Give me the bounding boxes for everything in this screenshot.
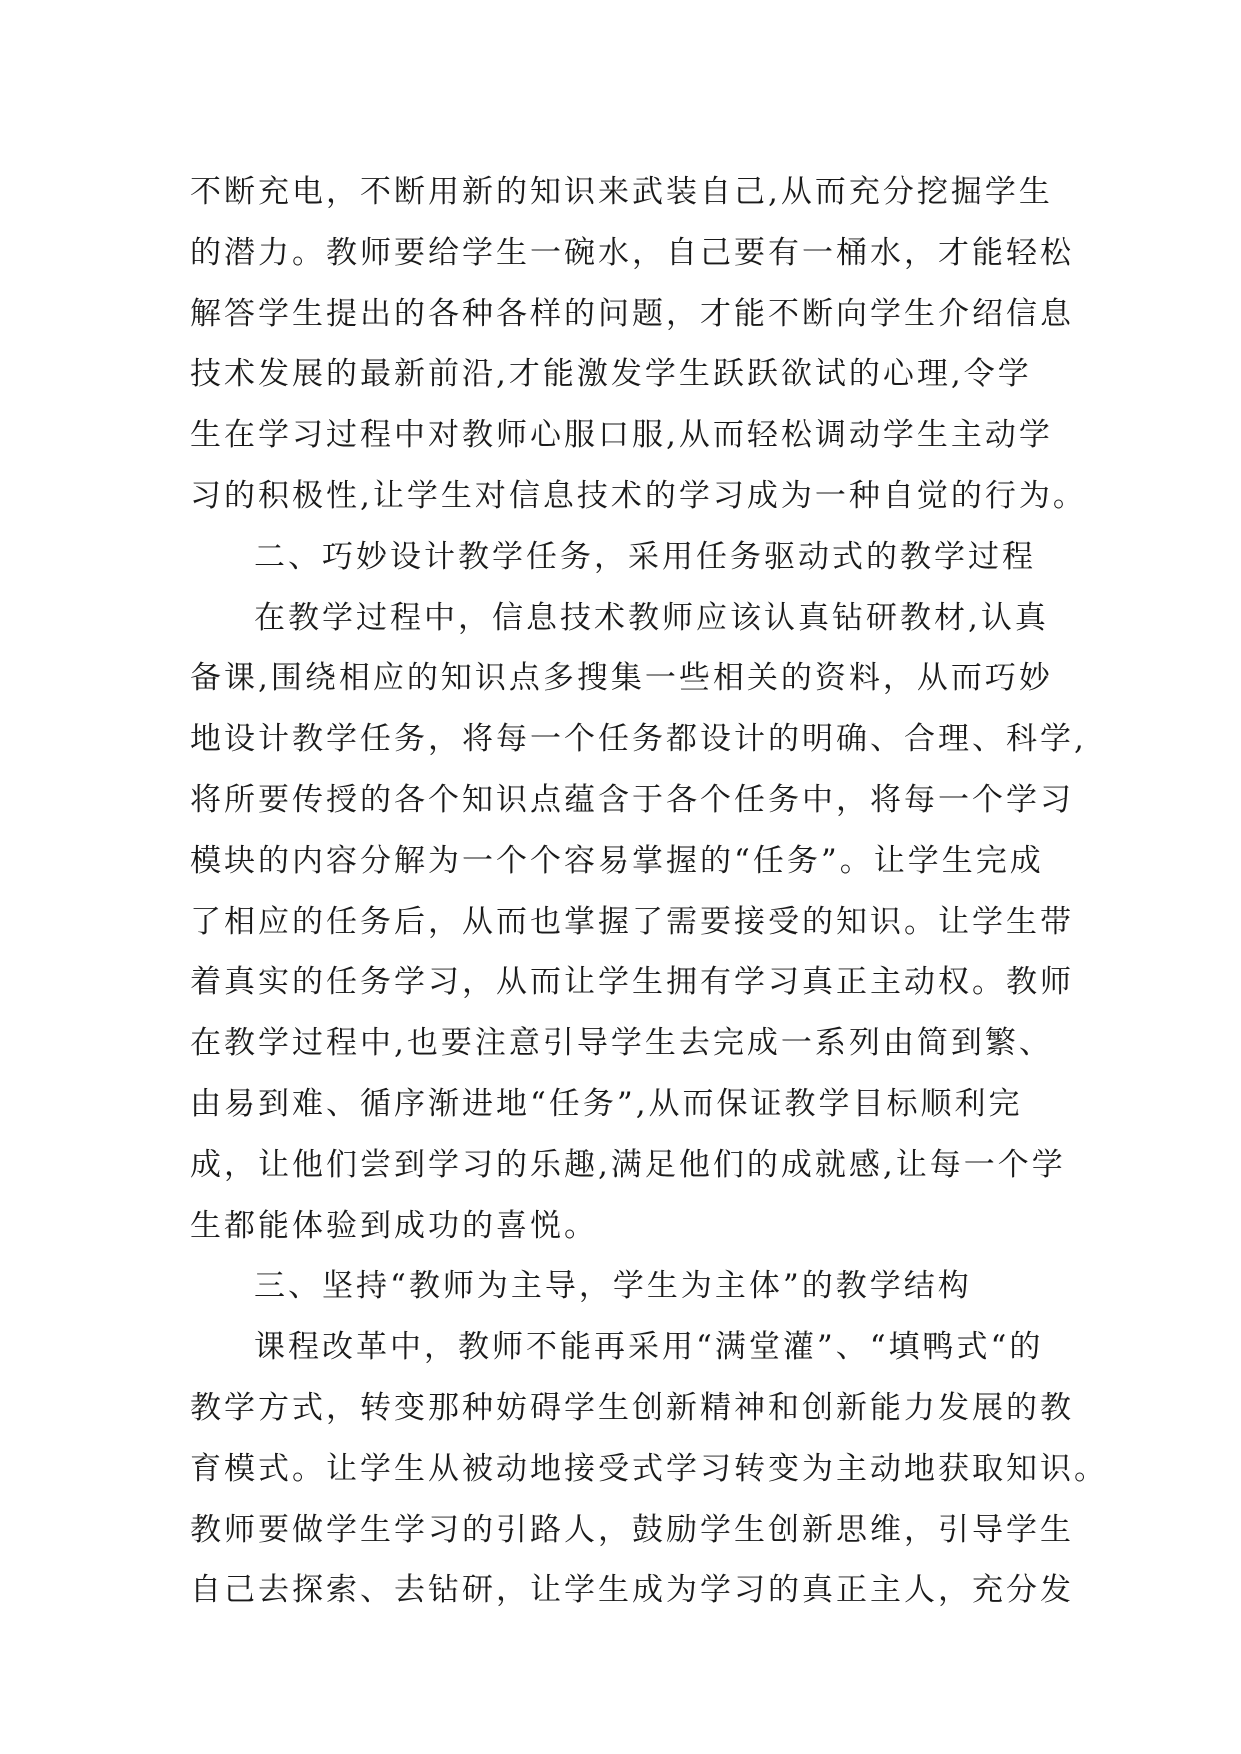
document-body xyxy=(190,162,1108,1621)
text-line: 成，让他们尝到学习的乐趣,满足他们的成就感,让每一个学 xyxy=(190,1146,1066,1183)
text-line: 生在学习过程中对教师心服口服,从而轻松调动学生主动学 xyxy=(190,417,1053,454)
text-line: 将所要传授的各个知识点蕴含于各个任务中，将每一个学习 xyxy=(190,781,1074,818)
text-line: 着真实的任务学习，从而让学生拥有学习真正主动权。教师 xyxy=(190,964,1074,1001)
text-line: 由易到难、循序渐进地“任务”,从而保证教学目标顺利完 xyxy=(190,1085,1023,1122)
section-heading: 三、坚持“教师为主导，学生为主体”的教学结构 xyxy=(254,1268,972,1305)
text-line: 模块的内容分解为一个个容易掌握的“任务”。让学生完成 xyxy=(190,842,1044,879)
paragraph-first-line: 在教学过程中，信息技术教师应该认真钻研教材,认真 xyxy=(254,599,1049,636)
text-line: 教学方式，转变那种妨碍学生创新精神和创新能力发展的教 xyxy=(190,1389,1074,1426)
section-heading: 二、巧妙设计教学任务，采用任务驱动式的教学过程 xyxy=(254,538,1036,575)
paragraph-first-line: 课程改革中，教师不能再采用“满堂灌”、“填鸭式“的 xyxy=(254,1329,1044,1366)
text-line: 技术发展的最新前沿,才能激发学生跃跃欲试的心理,令学 xyxy=(190,356,1032,393)
text-line: 在教学过程中,也要注意引导学生去完成一系列由简到繁、 xyxy=(190,1025,1053,1062)
text-line: 自己去探索、去钻研，让学生成为学习的真正主人，充分发 xyxy=(190,1572,1074,1609)
text-line: 解答学生提出的各种各样的问题，才能不断向学生介绍信息 xyxy=(190,295,1074,332)
text-line: 教师要做学生学习的引路人，鼓励学生创新思维，引导学生 xyxy=(190,1511,1074,1548)
text-line: 地设计教学任务，将每一个任务都设计的明确、合理、科学, xyxy=(190,721,1087,758)
text-line: 生都能体验到成功的喜悦。 xyxy=(190,1207,598,1244)
text-line: 育模式。让学生从被动地接受式学习转变为主动地获取知识。 xyxy=(190,1450,1108,1487)
text-line: 的潜力。教师要给学生一碗水，自己要有一桶水，才能轻松 xyxy=(190,234,1074,271)
text-line: 不断充电，不断用新的知识来武装自己,从而充分挖掘学生 xyxy=(190,174,1053,210)
text-line: 了相应的任务后，从而也掌握了需要接受的知识。让学生带 xyxy=(190,903,1074,940)
text-line: 习的积极性,让学生对信息技术的学习成为一种自觉的行为。 xyxy=(190,477,1087,514)
text-line: 备课,围绕相应的知识点多搜集一些相关的资料，从而巧妙 xyxy=(190,660,1053,697)
